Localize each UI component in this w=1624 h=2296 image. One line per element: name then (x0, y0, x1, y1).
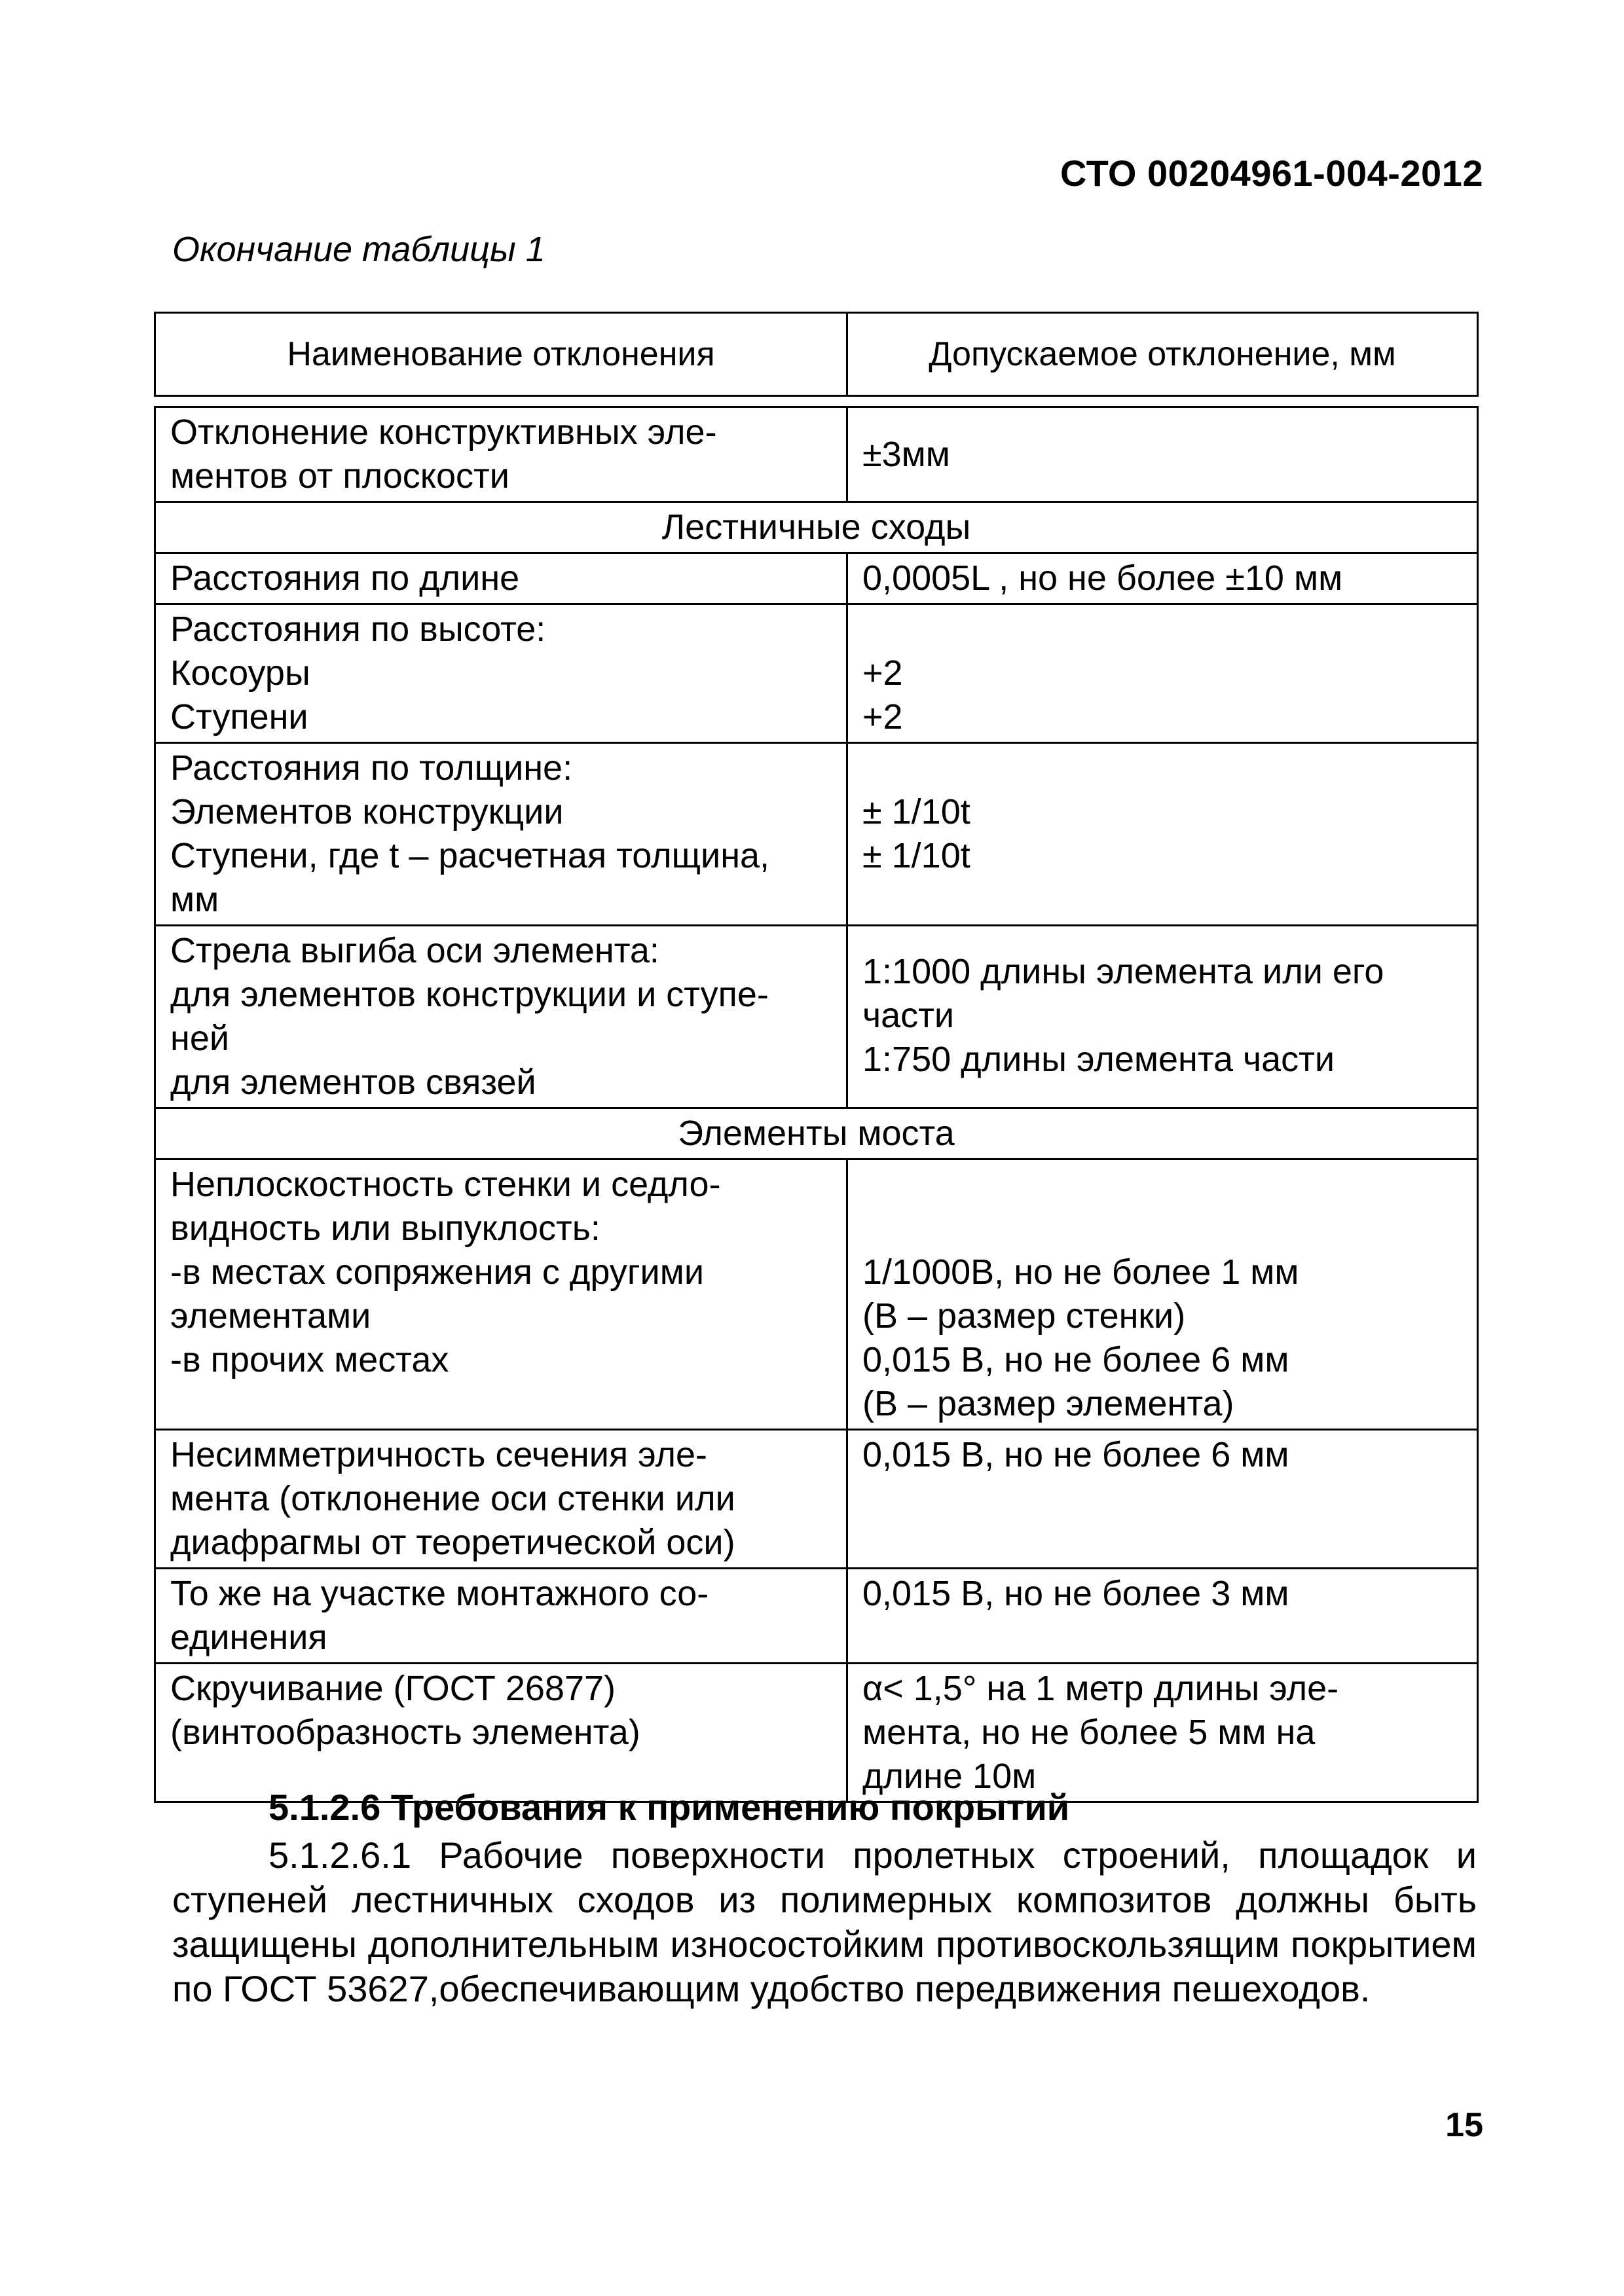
table-row (155, 743, 1478, 926)
column-header-name: Наименование отклонения (155, 313, 847, 396)
row-height-name (155, 604, 847, 743)
row-plane-name (155, 407, 847, 502)
cell-line (862, 608, 1462, 651)
cell-line: элементами (170, 1296, 371, 1336)
body-paragraph: 5.1.2.6.1 Рабочие поверхности пролетных строений, площадок и ступеней лестничных сходов из полимерных композитов должны быть защищены дополнительным износостойким противоскользящим покрытием по ГОСТ 53627,обеспечивающим удобство передвижения пешеходов. (172, 1834, 1477, 2009)
table-header-row (155, 313, 1478, 396)
table-row (155, 553, 1478, 604)
cell-line: Элементов конструкции (170, 792, 564, 831)
cell-line: Несимметричность сечения эле- (170, 1435, 707, 1474)
row-length-name (155, 553, 847, 604)
row-asym-value (847, 1430, 1478, 1569)
cell-line: Ступени, где t – расчетная толщина, (170, 836, 770, 875)
cell-line: мм (170, 880, 219, 919)
cell-line: длине 10м (862, 1757, 1037, 1796)
cell-line: -в местах сопряжения с другими (170, 1252, 705, 1292)
row-height-value (847, 604, 1478, 743)
group-row-bridge (155, 1108, 1478, 1159)
group-label: Элементы моста (155, 1108, 1478, 1159)
cell-line: 0,015 В, но не более 6 мм (862, 1340, 1289, 1379)
cell-line: Ступени (170, 697, 308, 737)
cell-line (862, 1163, 1462, 1207)
cell-line: Косоуры (170, 653, 310, 693)
cell-line: Неплоскостность стенки и седло- (170, 1165, 721, 1204)
group-row-stairs (155, 502, 1478, 553)
cell-line: То же на участке монтажного со- (170, 1574, 709, 1613)
cell-line: Скручивание (ГОСТ 26877) (170, 1669, 616, 1708)
row-asym-name (155, 1430, 847, 1569)
group-label: Лестничные сходы (155, 502, 1478, 553)
row-flatness-name (155, 1159, 847, 1430)
cell-line: α< 1,5° на 1 метр длины эле- (862, 1669, 1339, 1708)
table-row (155, 407, 1478, 502)
column-header-value: Допускаемое отклонение, мм (847, 313, 1478, 396)
row-thickness-name (155, 743, 847, 926)
cell-line: для элементов связей (170, 1063, 536, 1102)
cell-line: (В – размер стенки) (862, 1296, 1186, 1336)
cell-line: 1/1000В, но не более 1 мм (862, 1252, 1299, 1292)
cell-line: -в прочих местах (170, 1340, 449, 1379)
table-row (155, 926, 1478, 1108)
row-joint-name (155, 1569, 847, 1664)
cell-line (862, 746, 1462, 790)
table-caption: Окончание таблицы 1 (172, 230, 545, 269)
cell-line: мента, но не более 5 мм на (862, 1713, 1316, 1752)
cell-line: части (862, 996, 955, 1035)
cell-line: диафрагмы от теоретической оси) (170, 1523, 735, 1562)
row-length-value (847, 553, 1478, 604)
page-number: 15 (1445, 2106, 1483, 2144)
table-row (155, 604, 1478, 743)
cell-line: (винтообразность элемента) (170, 1713, 640, 1752)
table-row (155, 1664, 1478, 1802)
table-row (155, 1159, 1478, 1430)
cell-line: Расстояния по высоте: (170, 610, 546, 649)
deviations-table (154, 312, 1479, 1803)
row-thickness-value (847, 743, 1478, 926)
document-code: СТО 00204961-004-2012 (1060, 153, 1483, 194)
cell-line: Стрела выгиба оси элемента: (170, 931, 659, 970)
cell-line: Расстояния по длине (170, 558, 520, 598)
cell-line: Отклонение конструктивных эле- (170, 412, 717, 452)
cell-line: единения (170, 1618, 327, 1657)
cell-line: +2 (862, 697, 903, 737)
table-row (155, 1569, 1478, 1664)
cell-line: 1:750 длины элемента части (862, 1040, 1335, 1079)
cell-line: 0,0005L , но не более ±10 мм (862, 558, 1343, 598)
row-bend-value (847, 926, 1478, 1108)
cell-line: 1:1000 длины элемента или его (862, 952, 1384, 991)
cell-line: ± 1/10t (862, 836, 970, 875)
cell-line: Расстояния по толщине: (170, 748, 573, 788)
cell-line: видность или выпуклость: (170, 1209, 600, 1248)
header-gap (155, 396, 1478, 407)
cell-line: ментов от плоскости (170, 456, 509, 496)
cell-line: мента (отклонение оси стенки или (170, 1479, 735, 1518)
cell-line: (В – размер элемента) (862, 1384, 1234, 1423)
cell-line: 0,015 В, но не более 6 мм (862, 1435, 1289, 1474)
row-plane-value (847, 407, 1478, 502)
row-joint-value (847, 1569, 1478, 1664)
row-twist-value (847, 1664, 1478, 1802)
section-heading: 5.1.2.6 Требования к применению покрытий (268, 1787, 1070, 1828)
cell-line: ±3мм (862, 434, 950, 474)
cell-line: +2 (862, 653, 903, 693)
row-bend-name (155, 926, 847, 1108)
cell-line: ± 1/10t (862, 792, 970, 831)
row-flatness-value (847, 1159, 1478, 1430)
row-twist-name (155, 1664, 847, 1802)
cell-line: 0,015 В, но не более 3 мм (862, 1574, 1289, 1613)
cell-line: для элементов конструкции и ступе- (170, 975, 769, 1014)
cell-line (862, 1207, 1462, 1250)
cell-line: ней (170, 1019, 230, 1058)
table-row (155, 1430, 1478, 1569)
